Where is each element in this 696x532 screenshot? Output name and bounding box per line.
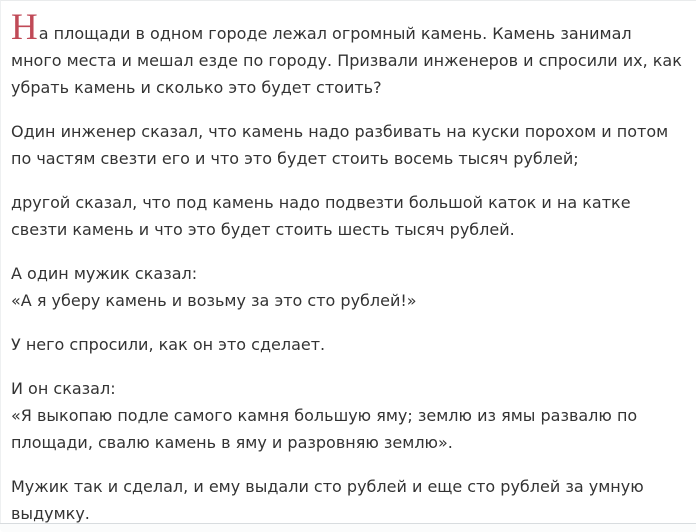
paragraph: И он сказал: «Я выкопаю подле самого камня большую яму; землю из ямы развалю по площади, свалю камень в яму и разровняю землю».	[11, 379, 638, 452]
drop-cap-letter: Н	[11, 7, 38, 48]
page-bottom-border	[0, 523, 696, 532]
paragraph: У него спросили, как он это сделает.	[11, 335, 326, 354]
paragraph: Один инженер сказал, что камень надо разбивать на куски порохом и потом по частям свезти его и что это будет стоить восемь тысяч рублей;	[11, 122, 669, 168]
paragraph: Мужик так и сделал, и ему выдали сто рублей и еще сто рублей за умную выдумку.	[11, 477, 644, 523]
paragraph: На площади в одном городе лежал огромный камень. Камень занимал много места и мешал езде по городу. Призвали инженеров и спросили их, как убрать камень и сколько это будет стоить?	[11, 7, 682, 97]
paragraph: другой сказал, что под камень надо подвезти большой каток и на катке свезти камень и что это будет стоить шесть тысяч рублей.	[11, 193, 631, 239]
paragraph: А один мужик сказал: «А я уберу камень и возьму за это сто рублей!»	[11, 264, 417, 310]
